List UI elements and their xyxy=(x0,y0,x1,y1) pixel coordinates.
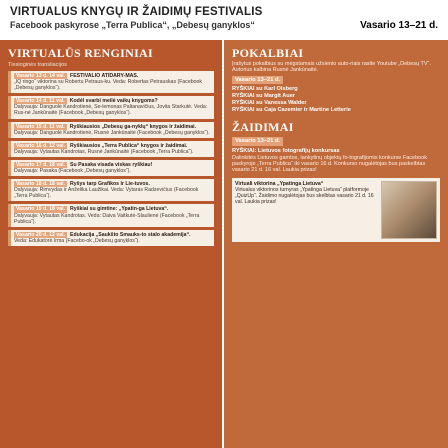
event-desc: Dalyvauja: Danguolė Kandrotienė, Rusnė Jankūnaitė (Facebook „Debesų ganyklos“). xyxy=(14,129,210,136)
games-text: Dalinkitės Lietuvos gamtos, lankytinų objektų fo-tografijomis konkurse Facebook paskyroje „Terra Publica“ iki vasario 16 d. Konkurso nugalėtojas bus paskelbtas vasario 21 d. 16 val. Laukia prizas! xyxy=(232,154,428,174)
event-desc: „IQ ringo“ viktorina su Robertu Petraus-ku. Veda: Robertas Petrauskas (Facebook „Debesų ganyklos“). xyxy=(14,79,202,92)
event-when: Vasario 14 d. 11 val. xyxy=(16,98,65,105)
talks-subtitle: Įrašytus pokalbius su mėgstamais užsienio auto-riais rasite Youtube „Debesų TV“. Autorius kalbina Rusnė Jankūnaitė. xyxy=(232,61,431,74)
event-card xyxy=(8,204,214,226)
talk-item: RYŠKIAI su Vanessa Walder xyxy=(232,100,307,107)
event-desc: Dalyvauja: Rimvydas ir Anželika Laužikai. Veda: Vytaras Radzevičius (Facebook „Terra Publica“). xyxy=(14,187,199,200)
event-card xyxy=(8,122,214,138)
event-title: Ryškiausios „Debesų ga-nyklų“ knygos ir žaidimai. xyxy=(69,123,197,130)
event-title: Edukacija „Saukšto Smauks-to stalo akademija“. xyxy=(70,231,191,238)
virtual-events-title: VIRTUALŪS RENGINIAI xyxy=(8,46,153,60)
games-date: Vasario 13–21 d. xyxy=(232,137,283,146)
event-when: Vasario 17 d. 18 val. xyxy=(16,161,66,168)
event-title: Ryšys tarp Grafikos ir Lie-tuvos. xyxy=(70,181,150,188)
event-title: Kodėl svarbi meilė vaikų knygoms? xyxy=(69,98,158,105)
talks-title: POKALBIAI xyxy=(232,46,304,60)
event-desc: Dalyvauja: Vytautas Kandrotas, Rusnė Jankūnaitė (Facebook „Terra Publica“). xyxy=(14,148,194,155)
quiz-photo xyxy=(381,181,437,239)
talks-list xyxy=(232,86,440,114)
event-card xyxy=(8,141,214,157)
quiz-heading: Virtuali viktorina „Ypatinga Lietuva“ xyxy=(235,180,324,187)
event-desc: Veda: Edukatorė Irma (Facebo-ok „Debesų ganyklos“). xyxy=(14,237,140,244)
quiz-box xyxy=(232,178,440,242)
festival-subtitle: Facebook paskyrose „Terra Publica“, „Debesų ganyklos“ xyxy=(10,20,255,30)
talks-and-games-column xyxy=(224,40,448,448)
quiz-text: Virtualus viktorinos turnyras „Ypatinga Lietuva“ platformoje „QuizUp“. Žaidimo nugalėtojas bus skelbtas vasario 21 d. 16 val. Laukia prizas! xyxy=(235,187,374,206)
talk-item: RYŠKIAI su Caja Cazemier ir Martine Letterie xyxy=(232,107,351,114)
talk-item: RYŠKIAI su Karl Olsberg xyxy=(232,86,298,93)
talks-date: Vasario 13–21 d. xyxy=(232,76,283,85)
virtual-events-subtitle: Tiesioginės transliacijos xyxy=(8,62,67,68)
event-when: Vasario 20 d. 12 val. xyxy=(16,231,66,238)
event-when: Vasario 13 d. 14 val. xyxy=(16,73,66,79)
event-title: Su Pasaka visada viskas ryškiau! xyxy=(70,161,153,168)
event-when: Vasario 18 d. 18 val. xyxy=(16,181,66,188)
event-desc: Dalyvauja: Pasaka (Facebook „Debesų ganyklos“). xyxy=(14,168,131,175)
event-when: Vasario 16 d. 12 val. xyxy=(16,142,66,149)
virtual-events-column xyxy=(0,40,222,448)
festival-subtitle-row xyxy=(10,20,438,31)
games-title: ŽAIDIMAI xyxy=(232,120,294,135)
event-title: Ryškiai su gimtine: „Ypatin-ga Lietuva“. xyxy=(70,206,169,213)
event-desc: Dalyvauja: Vytautas Kandrotas. Veda: Daiva Vaitkutė-Slaulienė (Facebook „Terra Publica“). xyxy=(14,212,200,225)
event-card xyxy=(8,179,214,201)
event-card xyxy=(8,71,214,93)
games-heading: RYŠKIAI: Lietuvos fotografijų konkursas xyxy=(232,148,340,154)
event-card xyxy=(8,230,214,246)
event-when: Vasario 15 d. 11 val. xyxy=(16,123,65,130)
festival-dates: Vasario 13–21 d. xyxy=(360,20,438,31)
event-card xyxy=(8,96,214,118)
event-desc: Dalyvauja: Danguolė Kandrotienė, Se-lemonas Paltanavičius, Jovita Starkutė. Veda: Rus-nė Jankūnaitė (Facebook „Debesų ganyklos“). xyxy=(14,104,208,117)
event-card xyxy=(8,160,214,176)
festival-title: VIRTUALUS KNYGŲ IR ŽAIDIMŲ FESTIVALIS xyxy=(10,6,263,18)
talk-item: RYŠKIAI su Margit Auer xyxy=(232,93,295,100)
event-title: FESTIVALIO ATIDARY-MAS. xyxy=(70,73,139,79)
event-when: Vasario 19 d. 18 val. xyxy=(16,206,66,213)
festival-header xyxy=(0,0,448,40)
event-title: Ryškiausios „Terra Publica“ knygos ir žaidimai. xyxy=(70,142,188,149)
